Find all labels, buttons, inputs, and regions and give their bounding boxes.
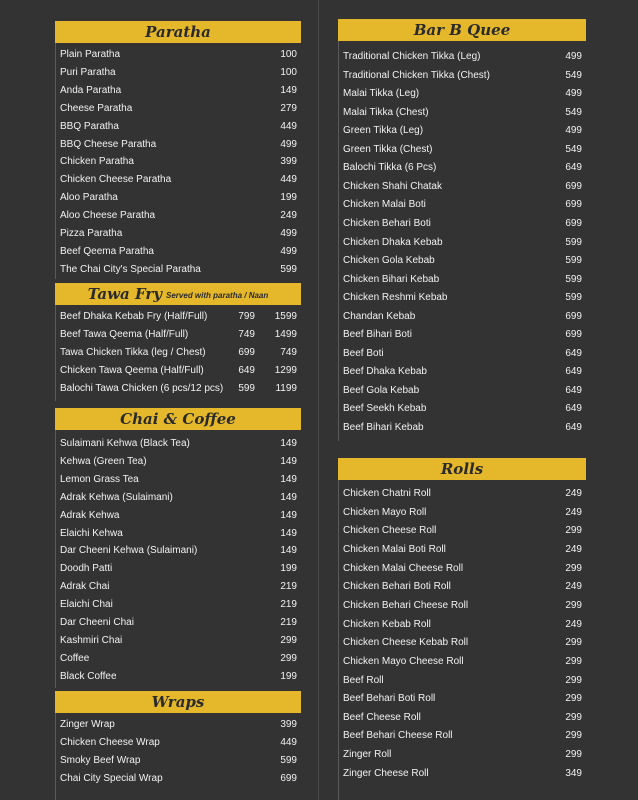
paratha-section [55, 43, 301, 279]
item-name: Beef Dhaka Kebab [343, 366, 427, 378]
item-price: 649 [565, 403, 582, 415]
item-price-full: 1599 [274, 311, 297, 322]
item-name: Chicken Behari Boti [343, 217, 431, 229]
menu-item [60, 471, 297, 488]
item-name: Beef Cheese Roll [343, 711, 421, 723]
menu-item [60, 752, 297, 769]
item-price: 199 [280, 670, 297, 682]
menu-item [60, 46, 297, 63]
item-name: Chicken Tawa Qeema (Half/Full) [60, 364, 204, 376]
item-name: Zinger Wrap [60, 719, 115, 730]
item-price: 249 [565, 488, 582, 499]
item-name: Beef Behari Boti Roll [343, 693, 436, 705]
item-name: Malai Tikka (Leg) [343, 88, 420, 100]
item-name: Chicken Bihari Kebab [343, 273, 440, 285]
bbq-header: Bar B Quee [338, 19, 586, 41]
menu-item [60, 171, 297, 188]
item-price: 219 [280, 617, 297, 628]
menu-item [343, 289, 582, 306]
menu-item [343, 746, 582, 763]
item-price: 299 [280, 634, 297, 646]
item-name: Cheese Paratha [60, 102, 133, 114]
item-price: 219 [280, 581, 297, 593]
item-name: Elaichi Kehwa [60, 527, 123, 539]
item-name: Green Tikka (Leg) [343, 125, 424, 137]
menu-item [343, 308, 582, 325]
item-price: 149 [280, 473, 297, 485]
item-name: Chicken Malai Boti Roll [343, 543, 446, 555]
menu-item [60, 136, 297, 153]
menu-item [343, 597, 582, 614]
item-price: 499 [280, 138, 297, 150]
menu-item [343, 67, 582, 84]
paratha-header: Paratha [55, 21, 301, 43]
item-price-full: 749 [280, 346, 297, 358]
item-name: Doodh Patti [60, 563, 113, 575]
item-name: Anda Paratha [60, 84, 122, 96]
item-price: 279 [280, 102, 297, 114]
item-name: Chicken Cheese Paratha [60, 174, 172, 186]
item-name: Chicken Cheese Wrap [60, 736, 160, 748]
item-name: Zinger Roll [343, 749, 392, 761]
item-price: 599 [565, 255, 582, 267]
item-price: 299 [565, 749, 582, 761]
item-price-full: 1499 [274, 328, 297, 340]
item-price: 499 [565, 88, 582, 100]
menu-item [60, 650, 297, 667]
item-price: 249 [280, 210, 297, 222]
item-price-half: 699 [238, 346, 255, 358]
item-name: BBQ Cheese Paratha [60, 138, 157, 150]
menu-item [343, 252, 582, 269]
item-price-half: 749 [238, 328, 255, 340]
column-divider [318, 0, 319, 800]
item-name: Traditional Chicken Tikka (Chest) [343, 69, 490, 81]
item-name: Chicken Behari Cheese Roll [343, 599, 469, 611]
item-price: 699 [565, 199, 582, 211]
item-name: Chicken Behari Boti Roll [343, 581, 451, 593]
item-price: 149 [280, 438, 297, 449]
item-price: 599 [280, 263, 297, 275]
item-price: 449 [280, 120, 297, 132]
item-price-full: 1199 [275, 382, 297, 394]
item-price: 699 [280, 772, 297, 784]
tawa-fry-section [55, 305, 301, 401]
menu-item [343, 178, 582, 195]
menu-item [60, 542, 297, 559]
menu-item [60, 243, 297, 260]
item-name: Beef Tawa Qeema (Half/Full) [60, 328, 189, 340]
item-name: Dar Cheeni Chai [60, 617, 134, 628]
item-name: Beef Seekh Kebab [343, 403, 427, 415]
item-price-half: 599 [238, 382, 255, 394]
menu-item [343, 522, 582, 539]
menu-item [343, 48, 582, 65]
item-price: 299 [565, 693, 582, 705]
item-price: 100 [280, 66, 297, 78]
item-name: Chicken Mayo Roll [343, 506, 427, 518]
menu-item [343, 616, 582, 633]
menu-item [60, 82, 297, 99]
item-name: Chicken Chatni Roll [343, 488, 431, 499]
item-name: Pizza Paratha [60, 228, 123, 239]
item-price: 399 [280, 156, 297, 168]
item-name: Lemon Grass Tea [60, 473, 139, 485]
item-name: Kehwa (Green Tea) [60, 455, 147, 467]
item-name: Chicken Gola Kebab [343, 255, 435, 267]
item-name: Adrak Kehwa [60, 509, 120, 521]
menu-item [60, 344, 297, 361]
item-price: 199 [280, 192, 297, 204]
menu-item [343, 271, 582, 288]
item-price-half: 649 [238, 364, 255, 376]
menu-item [343, 345, 582, 362]
item-name: BBQ Paratha [60, 120, 119, 132]
item-price: 599 [280, 754, 297, 766]
item-name: Coffee [60, 652, 90, 664]
menu-item [60, 668, 297, 685]
item-name: Adrak Chai [60, 581, 110, 593]
menu-item [60, 100, 297, 117]
item-price: 449 [280, 736, 297, 748]
menu-item [60, 770, 297, 787]
item-price: 299 [565, 655, 582, 667]
wraps-section [55, 713, 301, 800]
menu-item [60, 153, 297, 170]
item-name: Puri Paratha [60, 66, 116, 78]
menu-item [343, 159, 582, 176]
item-name: Chicken Cheese Kebab Roll [343, 637, 469, 649]
menu-item [60, 225, 297, 242]
item-name: Malai Tikka (Chest) [343, 106, 429, 118]
menu-item [60, 118, 297, 135]
menu-item [343, 765, 582, 782]
item-price: 599 [565, 236, 582, 248]
item-price: 649 [565, 366, 582, 378]
item-price: 149 [280, 509, 297, 521]
item-name: Chicken Cheese Roll [343, 525, 437, 537]
item-name: Adrak Kehwa (Sulaimani) [60, 491, 173, 503]
menu-item [343, 141, 582, 158]
item-price: 499 [565, 51, 582, 62]
item-name: Beef Behari Cheese Roll [343, 730, 453, 742]
item-price: 699 [565, 180, 582, 192]
menu-item [343, 196, 582, 213]
item-price: 499 [280, 228, 297, 239]
menu-item [343, 504, 582, 521]
item-price: 149 [280, 491, 297, 503]
item-price: 449 [280, 174, 297, 186]
item-price: 199 [280, 563, 297, 575]
item-price: 219 [280, 599, 297, 611]
item-price: 699 [565, 329, 582, 341]
menu-item [60, 362, 297, 379]
menu-item [60, 734, 297, 751]
item-price: 549 [565, 143, 582, 155]
item-price: 249 [565, 506, 582, 518]
item-name: Black Coffee [60, 670, 117, 682]
item-name: Chicken Paratha [60, 156, 134, 168]
item-price: 299 [565, 730, 582, 742]
item-price: 149 [280, 545, 297, 557]
menu-item [60, 560, 297, 577]
item-name: Chicken Dhaka Kebab [343, 236, 443, 248]
item-name: Sulaimani Kehwa (Black Tea) [60, 438, 190, 449]
item-name: Smoky Beef Wrap [60, 754, 141, 766]
item-price: 599 [565, 292, 582, 304]
tawa-fry-subtitle: Served with paratha / Naan [166, 291, 269, 300]
menu-item [343, 690, 582, 707]
item-name: Chicken Kebab Roll [343, 618, 431, 630]
item-name: Beef Bihari Kebab [343, 422, 424, 433]
item-price: 249 [565, 581, 582, 593]
tawa-fry-header: Tawa Fry Served with paratha / Naan [55, 283, 301, 305]
menu-item [343, 382, 582, 399]
item-name: Plain Paratha [60, 49, 121, 60]
item-price: 149 [280, 527, 297, 539]
item-price: 249 [565, 543, 582, 555]
menu-item [60, 507, 297, 524]
menu-item [343, 709, 582, 726]
menu-item [343, 85, 582, 102]
item-price: 649 [565, 162, 582, 174]
menu-item [60, 632, 297, 649]
item-name: Aloo Cheese Paratha [60, 210, 156, 222]
item-price: 349 [565, 767, 582, 779]
item-name: Balochi Tikka (6 Pcs) [343, 162, 437, 174]
menu-item [60, 64, 297, 81]
item-price: 149 [280, 455, 297, 467]
menu-item [343, 541, 582, 558]
chai-coffee-header: Chai & Coffee [55, 408, 301, 430]
menu-item [60, 207, 297, 224]
item-price: 649 [565, 384, 582, 396]
item-price-full: 1299 [274, 364, 297, 376]
menu-item [60, 489, 297, 506]
menu-item [60, 596, 297, 613]
item-name: Beef Roll [343, 674, 384, 686]
item-price: 299 [565, 711, 582, 723]
menu-item [343, 634, 582, 651]
item-name: Chandan Kebab [343, 310, 416, 322]
item-price: 299 [565, 674, 582, 686]
menu-item [343, 400, 582, 417]
item-name: Traditional Chicken Tikka (Leg) [343, 51, 481, 62]
item-name: Beef Qeema Paratha [60, 245, 154, 257]
item-price: 299 [565, 562, 582, 574]
menu-item [343, 485, 582, 502]
menu-item [343, 234, 582, 251]
item-name: Green Tikka (Chest) [343, 143, 433, 155]
item-price: 599 [565, 273, 582, 285]
item-name: The Chai City's Special Paratha [60, 263, 201, 275]
menu-item [343, 578, 582, 595]
chai-coffee-section [55, 430, 301, 688]
item-price: 299 [565, 637, 582, 649]
rolls-section [338, 480, 586, 800]
item-price: 299 [565, 599, 582, 611]
menu-item [343, 419, 582, 436]
item-name: Beef Bihari Boti [343, 329, 412, 341]
wraps-header: Wraps [55, 691, 301, 713]
item-price: 399 [280, 719, 297, 730]
bbq-section [338, 41, 586, 441]
menu-item [60, 380, 297, 397]
item-name: Zinger Cheese Roll [343, 767, 429, 779]
item-price: 649 [565, 347, 582, 359]
item-name: Kashmiri Chai [60, 634, 123, 646]
item-name: Chai City Special Wrap [60, 772, 163, 784]
menu-item [60, 525, 297, 542]
item-price: 299 [280, 652, 297, 664]
item-name: Tawa Chicken Tikka (leg / Chest) [60, 346, 206, 358]
item-name: Dar Cheeni Kehwa (Sulaimani) [60, 545, 198, 557]
rolls-header: Rolls [338, 458, 586, 480]
item-price: 499 [280, 245, 297, 257]
menu-item [343, 122, 582, 139]
menu-item [60, 716, 297, 733]
menu-item [343, 560, 582, 577]
item-price: 249 [565, 618, 582, 630]
menu-item [343, 326, 582, 343]
menu-item [343, 363, 582, 380]
menu-item [60, 453, 297, 470]
menu-item [60, 261, 297, 278]
item-price: 649 [565, 422, 582, 433]
menu-item [60, 189, 297, 206]
menu-item [343, 215, 582, 232]
menu-item [343, 672, 582, 689]
item-price: 299 [565, 525, 582, 537]
item-price: 549 [565, 106, 582, 118]
item-price: 699 [565, 310, 582, 322]
menu-item [343, 653, 582, 670]
item-price: 549 [565, 69, 582, 81]
menu-item [60, 614, 297, 631]
item-name: Beef Boti [343, 347, 384, 359]
item-price: 149 [280, 84, 297, 96]
menu-item [60, 578, 297, 595]
item-price: 499 [565, 125, 582, 137]
item-price: 699 [565, 217, 582, 229]
item-name: Chicken Malai Cheese Roll [343, 562, 464, 574]
menu-item [60, 435, 297, 452]
menu-item [343, 727, 582, 744]
menu-item [343, 104, 582, 121]
item-name: Chicken Reshmi Kebab [343, 292, 448, 304]
item-price-half: 799 [238, 311, 255, 322]
item-name: Chicken Mayo Cheese Roll [343, 655, 464, 667]
item-name: Balochi Tawa Chicken (6 pcs/12 pcs) [60, 382, 224, 394]
item-name: Elaichi Chai [60, 599, 113, 611]
menu-item [60, 308, 297, 325]
menu-item [60, 326, 297, 343]
item-name: Aloo Paratha [60, 192, 118, 204]
item-price: 100 [280, 49, 297, 60]
item-name: Chicken Shahi Chatak [343, 180, 442, 192]
item-name: Beef Dhaka Kebab Fry (Half/Full) [60, 311, 208, 322]
item-name: Beef Gola Kebab [343, 384, 420, 396]
item-name: Chicken Malai Boti [343, 199, 426, 211]
